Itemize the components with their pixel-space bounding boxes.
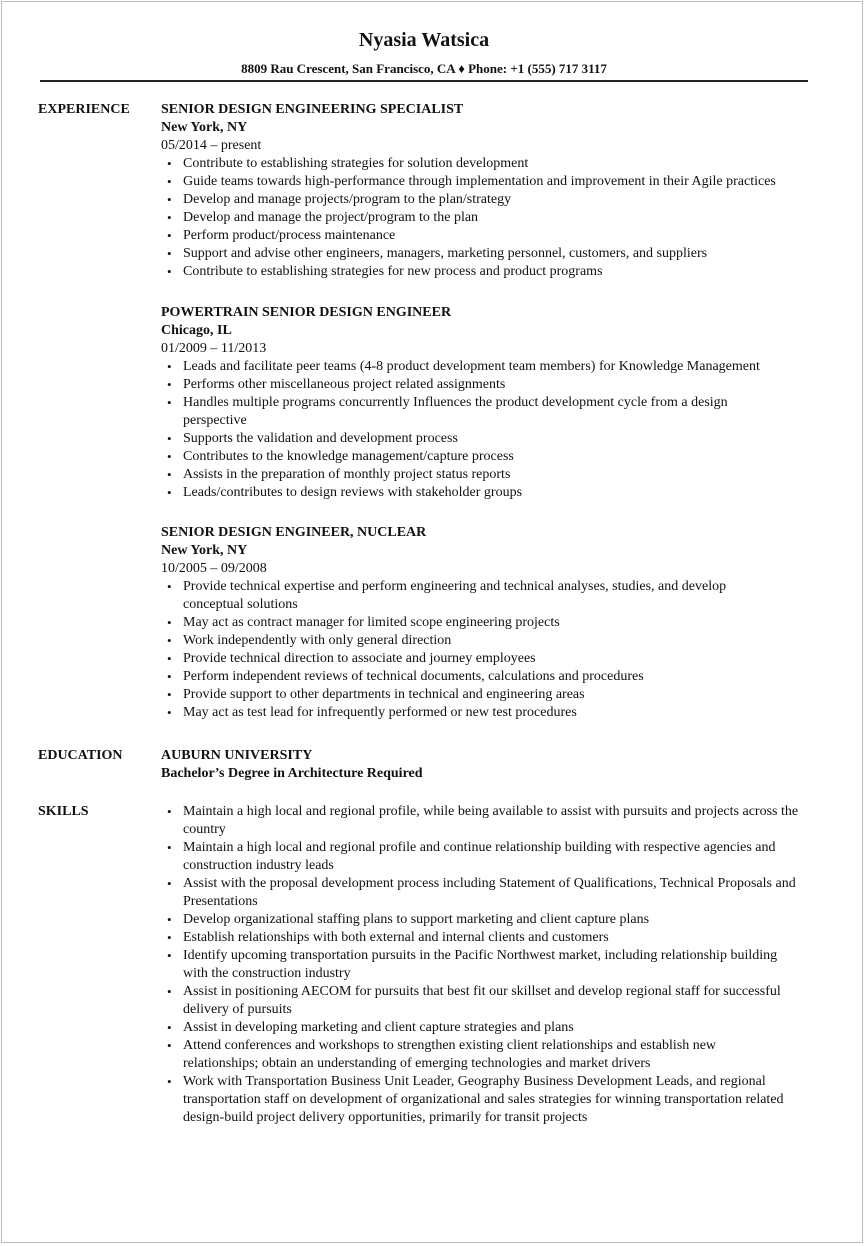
degree: Bachelor’s Degree in Architecture Required	[161, 766, 423, 781]
list-item: • Support and advise other engineers, managers, marketing personnel, customers, and suppliers	[161, 245, 831, 263]
job-entry	[161, 304, 831, 502]
list-item: • Develop organizational staffing plans to support marketing and client capture plans	[161, 911, 831, 929]
list-item: • Provide technical expertise and perform engineering and technical analyses, studies, and develop conceptual solutions	[161, 578, 773, 614]
list-item: • Attend conferences and workshops to strengthen existing client relationships and establish new relationships; obtain an understanding of emerging technologies and market drivers	[161, 1037, 773, 1073]
job-dates: 01/2009 – 11/2013	[161, 341, 267, 356]
resume-header	[40, 26, 808, 78]
section-label-skills: SKILLS	[38, 804, 89, 819]
list-item: • Develop and manage the project/program to the plan	[161, 209, 831, 227]
job-location: New York, NY	[161, 120, 248, 135]
job-dates: 05/2014 – present	[161, 138, 262, 153]
school-name: AUBURN UNIVERSITY	[161, 748, 313, 763]
skills-entry	[161, 803, 831, 1127]
list-item: • Contributes to the knowledge management/capture process	[161, 448, 831, 466]
job-dates: 10/2005 – 09/2008	[161, 561, 267, 576]
list-item: • Assist in developing marketing and client capture strategies and plans	[161, 1019, 831, 1037]
skills-bullets	[161, 803, 831, 1127]
list-item: • Identify upcoming transportation pursuits in the Pacific Northwest market, including relationship building with the construction industry	[161, 947, 783, 983]
header-divider	[40, 80, 808, 82]
job-title: POWERTRAIN SENIOR DESIGN ENGINEER	[161, 305, 452, 320]
list-item: • Assist with the proposal development process including Statement of Qualifications, Technical Proposals and Presentations	[161, 875, 823, 911]
job-entry	[161, 524, 831, 722]
list-item: • Perform product/process maintenance	[161, 227, 831, 245]
job-title: SENIOR DESIGN ENGINEER, NUCLEAR	[161, 525, 427, 540]
job-location: Chicago, IL	[161, 323, 232, 338]
list-item: • Guide teams towards high-performance through implementation and improvement in their Agile practices	[161, 173, 831, 191]
list-item: • Work independently with only general direction	[161, 632, 831, 650]
job-entry	[161, 101, 831, 281]
list-item: • Contribute to establishing strategies for new process and product programs	[161, 263, 831, 281]
job-title: SENIOR DESIGN ENGINEERING SPECIALIST	[161, 102, 464, 117]
section-label-experience: EXPERIENCE	[38, 102, 130, 117]
list-item: • Maintain a high local and regional profile and continue relationship building with respective agencies and construction industry leads	[161, 839, 823, 875]
list-item: • Provide technical direction to associate and journey employees	[161, 650, 831, 668]
job-bullets	[161, 578, 831, 722]
candidate-name: Nyasia Watsica	[358, 29, 490, 51]
list-item: • Supports the validation and development process	[161, 430, 831, 448]
list-item: • May act as contract manager for limited scope engineering projects	[161, 614, 831, 632]
list-item: • Establish relationships with both external and internal clients and customers	[161, 929, 831, 947]
list-item: • Assists in the preparation of monthly project status reports	[161, 466, 831, 484]
list-item: • Maintain a high local and regional profile, while being available to assist with pursuits and projects across the country	[161, 803, 823, 839]
list-item: • Work with Transportation Business Unit Leader, Geography Business Development Leads, and regional transportation staff on development of organizational and sales strategies for winning transportation related design-build project delivery opportunities, primarily for transit projects	[161, 1073, 823, 1127]
list-item: • Provide support to other departments in technical and engineering areas	[161, 686, 831, 704]
list-item: • May act as test lead for infrequently performed or new test procedures	[161, 704, 831, 722]
list-item: • Performs other miscellaneous project related assignments	[161, 376, 831, 394]
list-item: • Leads/contributes to design reviews with stakeholder groups	[161, 484, 831, 502]
job-location: New York, NY	[161, 543, 248, 558]
job-bullets	[161, 358, 831, 502]
job-bullets	[161, 155, 831, 281]
list-item: • Perform independent reviews of technical documents, calculations and procedures	[161, 668, 831, 686]
section-label-education: EDUCATION	[38, 748, 123, 763]
list-item: • Handles multiple programs concurrently Influences the product development cycle from a design perspective	[161, 394, 773, 430]
list-item: • Leads and facilitate peer teams (4-8 product development team members) for Knowledge Management	[161, 358, 831, 376]
education-entry	[161, 747, 831, 783]
list-item: • Develop and manage projects/program to the plan/strategy	[161, 191, 831, 209]
contact-line: 8809 Rau Crescent, San Francisco, CA ♦ Phone: +1 (555) 717 3117	[241, 61, 607, 76]
list-item: • Contribute to establishing strategies for solution development	[161, 155, 831, 173]
list-item: • Assist in positioning AECOM for pursuits that best fit our skillset and develop regional staff for successful delivery of pursuits	[161, 983, 783, 1019]
